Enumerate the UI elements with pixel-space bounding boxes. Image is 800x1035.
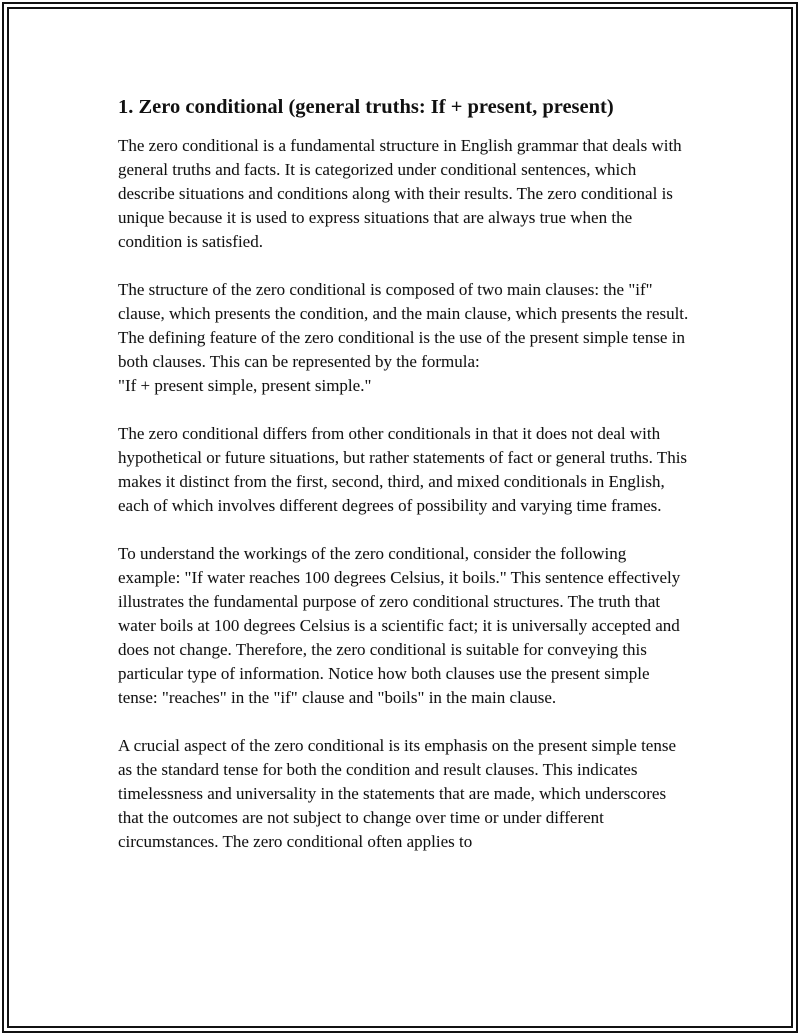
paragraph-intro (118, 134, 690, 254)
paragraph-example (118, 542, 690, 710)
paragraph-difference (118, 422, 690, 518)
document-body (118, 94, 690, 854)
paragraph-text: The structure of the zero conditional is composed of two main clauses: the "if" clause, which presents the condition, and the main clause, which presents the result. The defining feature of the zero conditional is the use of the present simple tense in both clauses. This can be represented by the formula: (118, 280, 689, 371)
formula-text: "If + present simple, present simple." (118, 376, 372, 395)
paragraph-text: The zero conditional differs from other conditionals in that it does not deal with hypothetical or future situations, but rather statements of fact or general truths. This makes it distinct from the first, second, third, and mixed conditionals in English, each of which involves different degrees of possibility and varying time frames. (118, 424, 688, 515)
section-heading: 1. Zero conditional (general truths: If + present, present) (118, 96, 614, 118)
paragraph-text: A crucial aspect of the zero conditional is its emphasis on the present simple tense as the standard tense for both the condition and result clauses. This indicates timelessness and universality in the statements that are made, which underscores that the outcomes are not subject to change over time or under different circumstances. The zero conditional often applies to (118, 736, 677, 851)
paragraph-structure (118, 278, 690, 398)
paragraph-text: To understand the workings of the zero conditional, consider the following example: "If water reaches 100 degrees Celsius, it boils." This sentence effectively illustrates the fundamental purpose of zero conditional structures. The truth that water boils at 100 degrees Celsius is a scientific fact; it is universally accepted and does not change. Therefore, the zero conditional is suitable for conveying this particular type of information. Notice how both clauses use the present simple tense: "reaches" in the "if" clause and "boils" in the main clause. (118, 544, 681, 707)
paragraph-emphasis (118, 734, 690, 854)
paragraph-text: The zero conditional is a fundamental structure in English grammar that deals with general truths and facts. It is categorized under conditional sentences, which describe situations and conditions along with their results. The zero conditional is unique because it is used to express situations that are always true when the condition is satisfied. (118, 136, 682, 251)
